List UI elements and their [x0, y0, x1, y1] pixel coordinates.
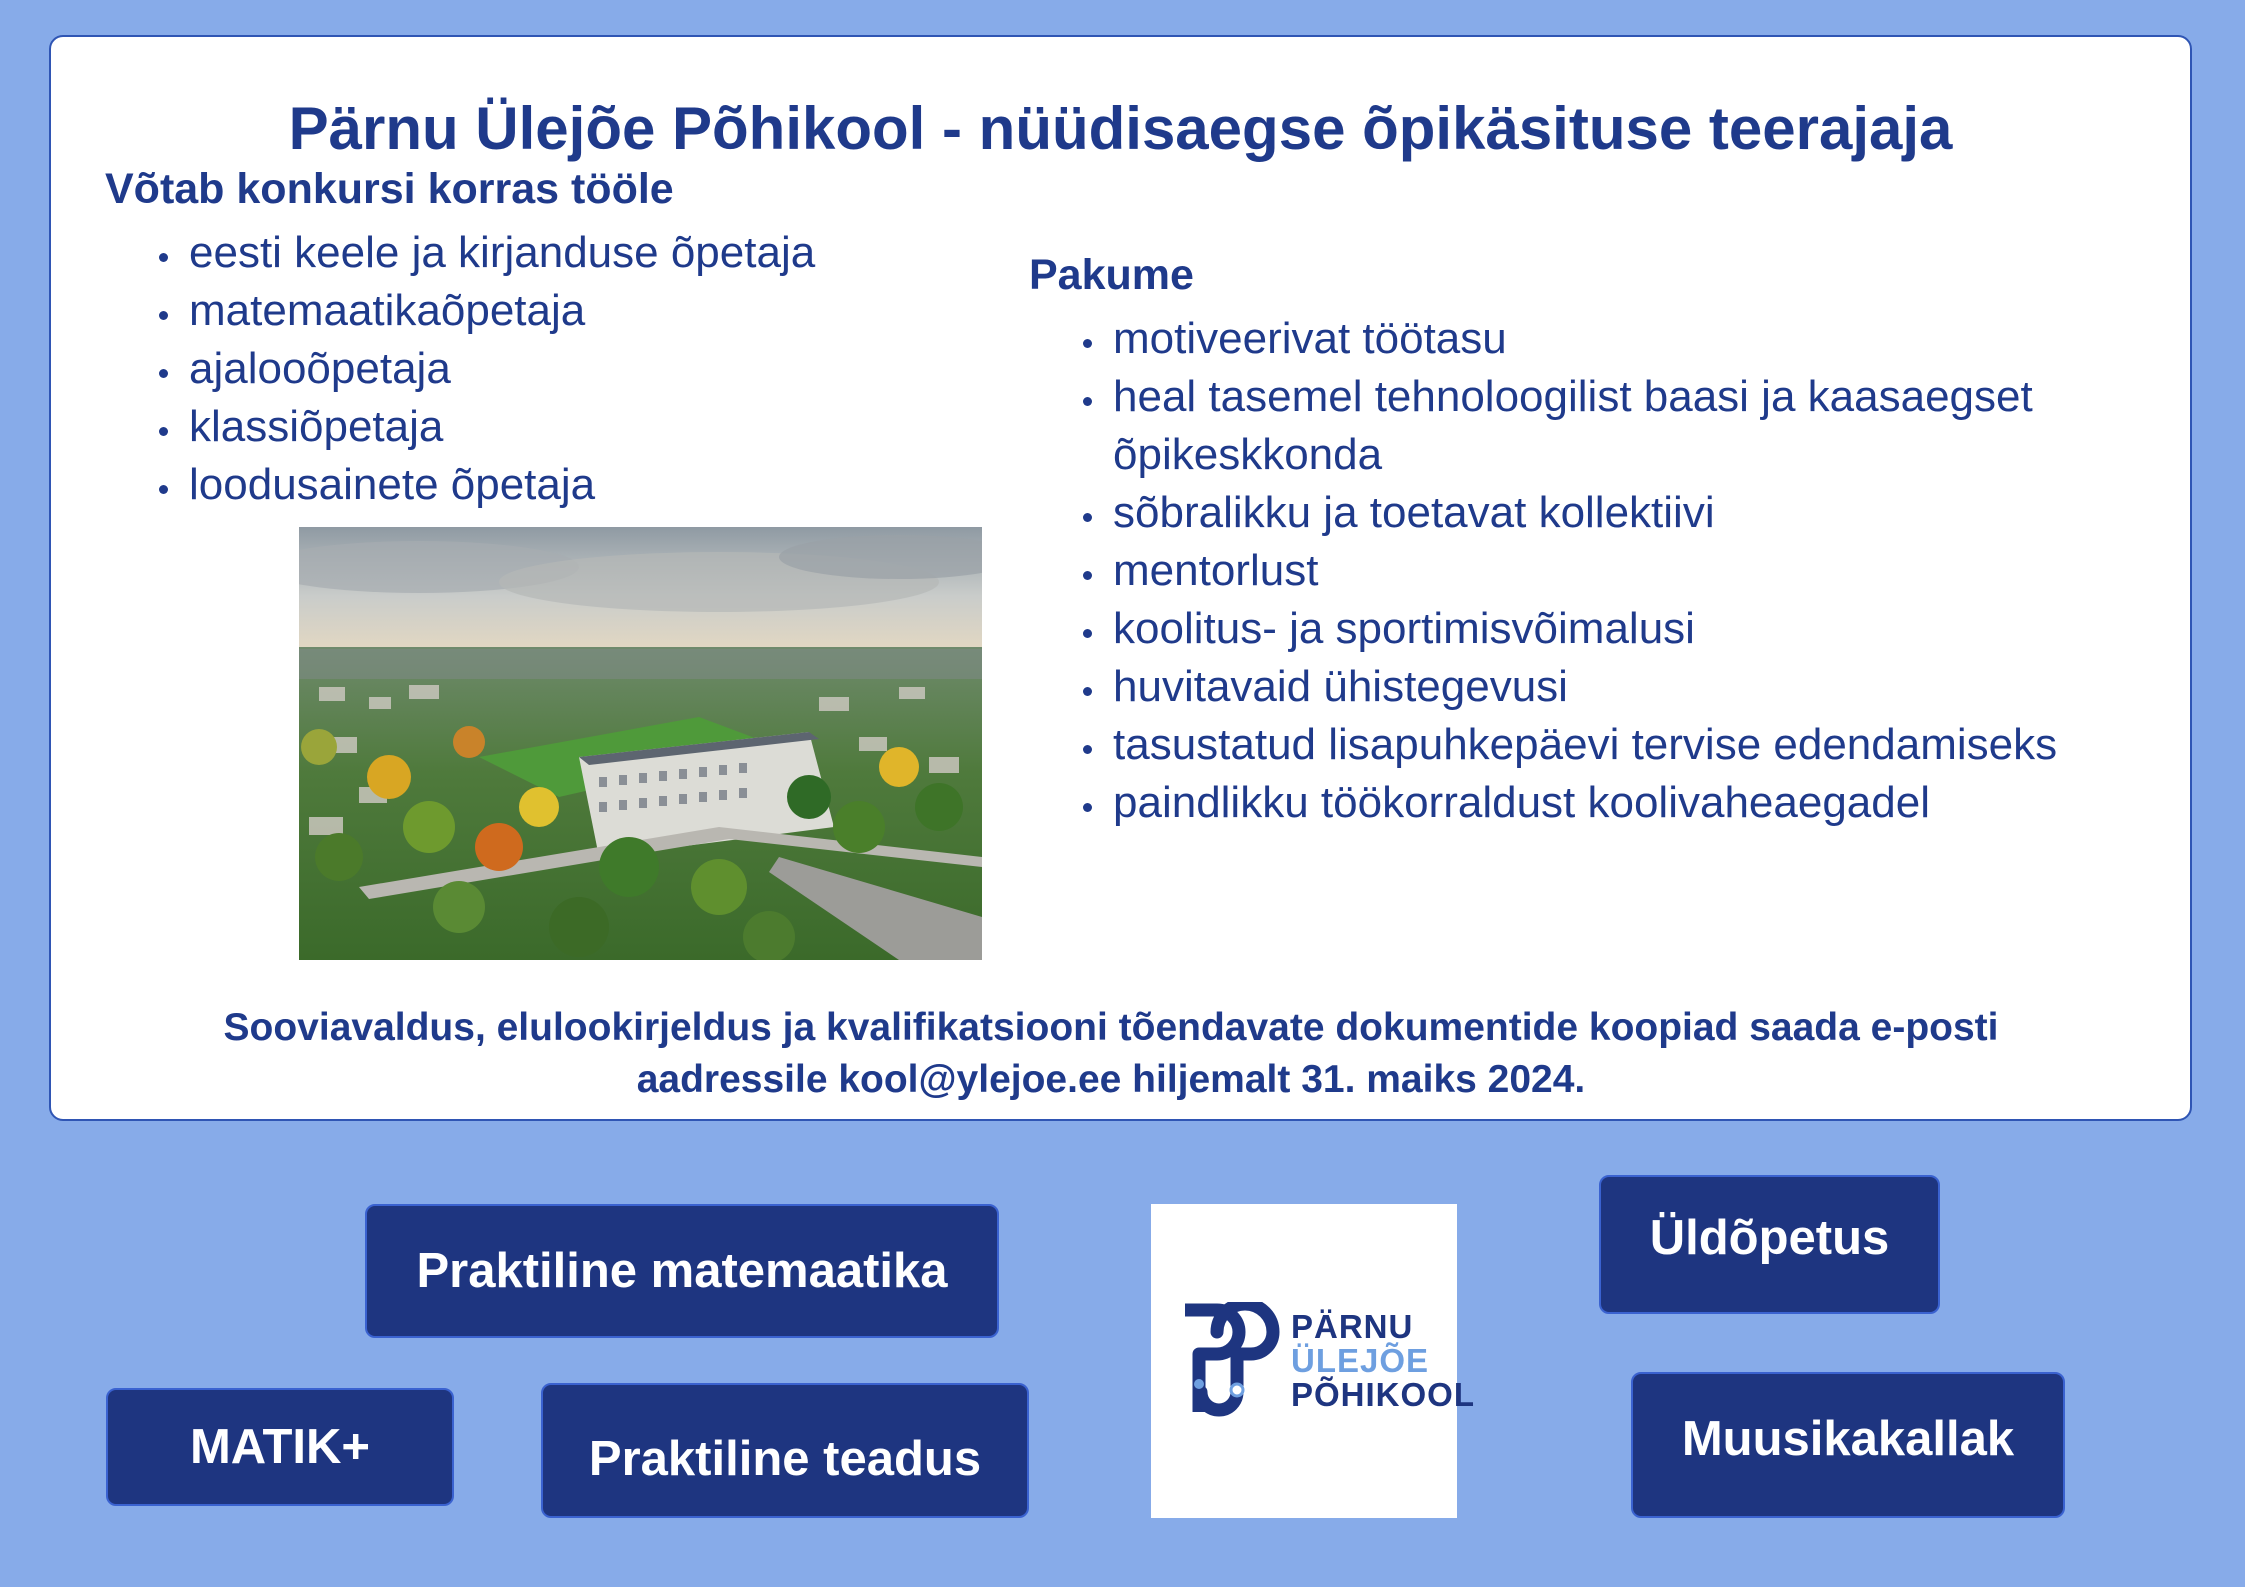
school-logo-icon	[1177, 1302, 1287, 1422]
list-item: tasustatud lisapuhkepäevi tervise edendamiseks	[1113, 716, 2179, 774]
list-item: klassiõpetaja	[189, 398, 1005, 456]
tag-practical-math: Praktiline matemaatika	[365, 1204, 999, 1338]
application-line-2: aadressile kool@ylejoe.ee hiljemalt 31. maiks 2024.	[636, 1058, 1586, 1101]
list-item: heal tasemel tehnoloogilist baasi ja kaasaegset õpikeskkonda	[1113, 368, 2179, 484]
offer-heading: Pakume	[1029, 251, 1194, 299]
offer-section	[1029, 248, 2179, 832]
list-item: mentorlust	[1113, 542, 2179, 600]
list-item: ajalooõpetaja	[189, 340, 1005, 398]
school-logo-wordmark: PÄRNU ÜLEJÕE PÕHIKOOL	[1291, 1308, 1476, 1413]
list-item: sõbralikku ja toetavat kollektiivi	[1113, 484, 2179, 542]
list-item: motiveerivat töötasu	[1113, 310, 2179, 368]
list-item: koolitus- ja sportimisvõimalusi	[1113, 600, 2179, 658]
tag-music: Muusikakallak	[1631, 1372, 2065, 1518]
page-title: Pärnu Ülejõe Põhikool - nüüdisaegse õpikäsituse teerajaja	[288, 95, 1953, 162]
hiring-section	[105, 162, 1005, 514]
application-line-1: Sooviavaldus, elulookirjeldus ja kvalifikatsiooni tõendavate dokumentide koopiad saada e-posti	[223, 1006, 1999, 1049]
tag-general-education: Üldõpetus	[1599, 1175, 1940, 1314]
job-ad-card	[49, 35, 2192, 1121]
school-aerial-photo	[299, 527, 982, 960]
list-item: paindlikku töökorraldust koolivaheaegadel	[1113, 774, 2179, 832]
application-instructions	[111, 1002, 2111, 1106]
hiring-heading: Võtab konkursi korras tööle	[105, 165, 674, 213]
hiring-list	[105, 224, 1005, 514]
list-item: loodusainete õpetaja	[189, 456, 1005, 514]
list-item: huvitavaid ühistegevusi	[1113, 658, 2179, 716]
school-logo	[1151, 1204, 1476, 1518]
tag-practical-science: Praktiline teadus	[541, 1383, 1029, 1518]
list-item: matemaatikaõpetaja	[189, 282, 1005, 340]
list-item: eesti keele ja kirjanduse õpetaja	[189, 224, 1005, 282]
offer-list	[1029, 310, 2179, 832]
tag-matik: MATIK+	[106, 1388, 454, 1506]
